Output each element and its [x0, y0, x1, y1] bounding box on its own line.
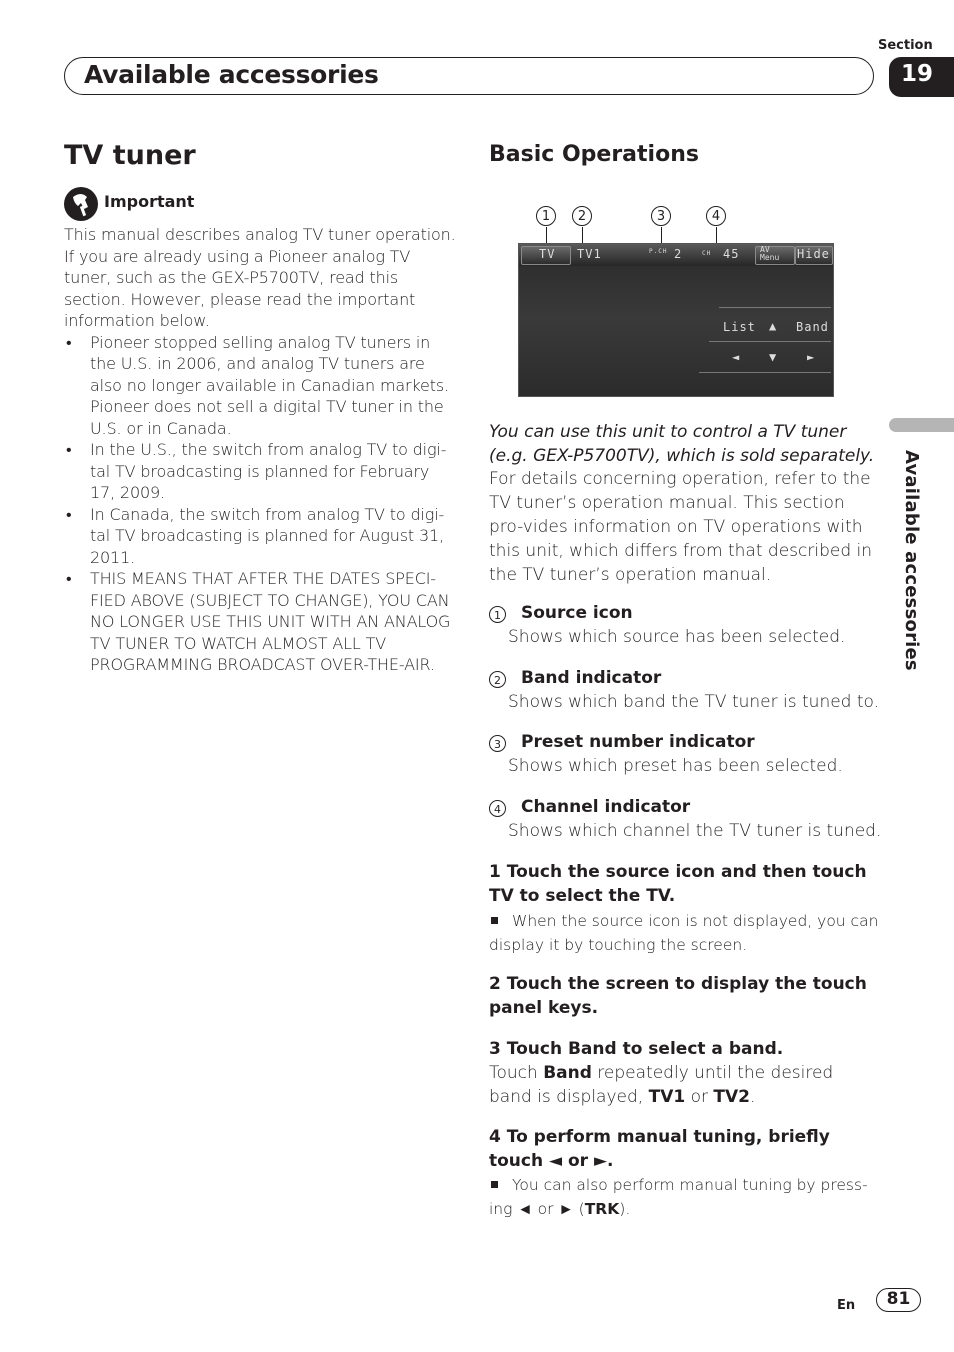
list-item: • In the U.S., the switch from analog TV to digi-tal TV broadcasting is planned for February 17, 2009.	[64, 439, 456, 504]
step-1-title: 1 Touch the source icon and then touch TV to select the TV.	[489, 862, 867, 906]
band-keyword: Band	[543, 1063, 592, 1083]
channel-number: 45	[723, 247, 740, 261]
text: or	[685, 1087, 714, 1107]
callout-4: 4	[706, 206, 726, 226]
right-key: ►	[807, 350, 816, 364]
step-4-note	[489, 1173, 879, 1221]
up-key: ▲	[769, 319, 778, 333]
list-item: • Pioneer stopped selling analog TV tuners in the U.S. in 2006, and analog TV tuners are also no longer available in Canadian markets. Pioneer does not sell a digital TV tuner in the U.S. or in Canada.	[64, 332, 456, 440]
tv1-keyword: TV1	[648, 1087, 686, 1107]
step-1-note	[489, 909, 879, 957]
item-number: 4	[489, 800, 506, 817]
down-key: ▼	[769, 350, 778, 364]
text: repeatedly until the desired band is displayed,	[489, 1063, 834, 1107]
item-desc: Shows which band the TV tuner is tuned to.	[508, 692, 880, 712]
channel-label: CH	[702, 250, 712, 257]
list-item: • In Canada, the switch from analog TV to digi-tal TV broadcasting is planned for August 31, 2011.	[64, 504, 456, 569]
step-3-body	[489, 1061, 879, 1109]
tv-tuner-screen-illustration	[518, 243, 834, 397]
important-label: Important	[104, 192, 195, 211]
preset-number: 2	[674, 247, 683, 261]
section-number-badge: 19	[889, 57, 954, 97]
page-number: 81	[876, 1288, 921, 1312]
item-number: 2	[489, 671, 506, 688]
step-2-title: 2 Touch the screen to display the touch panel keys.	[489, 974, 867, 1018]
item-number: 3	[489, 735, 506, 752]
item-desc: Shows which channel the TV tuner is tuned.	[508, 821, 882, 841]
list-key: List	[723, 320, 756, 334]
page-header-title: Available accessories	[84, 60, 379, 89]
intro-body: For details concerning operation, refer to the TV tuner’s operation manual. This section pro-vides information on TV operations with this unit, which differs from that described in the TV tuner’s operation manual.	[489, 469, 873, 585]
intro-italic: You can use this unit to control a TV tuner (e.g. GEX-P5700TV), which is sold separately.	[489, 422, 875, 466]
step-1-note-text: When the source icon is not displayed, you can display it by touching the screen.	[489, 912, 879, 954]
important-intro: This manual describes analog TV tuner operation. If you are already using a Pioneer analog TV tuner, such as the GEX-P5700TV, read this section. However, please read the important information below.	[64, 225, 456, 330]
callout-2: 2	[572, 206, 592, 226]
source-icon-text: TV	[539, 247, 556, 261]
tv-tuner-heading: TV tuner	[64, 140, 196, 171]
important-icon	[64, 187, 98, 221]
screen-divider	[709, 341, 831, 342]
callout-1: 1	[536, 206, 556, 226]
band-key: Band	[796, 320, 829, 334]
note-bullet-icon	[491, 1181, 498, 1188]
note-bullet-icon	[491, 917, 498, 924]
left-key: ◄	[732, 350, 741, 364]
item-desc: Shows which source has been selected.	[508, 627, 846, 647]
text: ).	[619, 1200, 631, 1218]
text: .	[749, 1087, 756, 1107]
text: You can also perform manual tuning by press-ing ◄ or ► (	[489, 1176, 868, 1218]
item-title: Source icon	[521, 603, 633, 623]
text: Touch	[489, 1063, 544, 1083]
preset-label: P.CH	[649, 248, 668, 255]
tv2-keyword: TV2	[713, 1087, 750, 1107]
screen-divider	[719, 307, 831, 308]
item-number: 1	[489, 606, 506, 623]
side-tab-marker	[889, 418, 954, 432]
band-indicator: TV1	[577, 247, 602, 261]
step-4-title: 4 To perform manual tuning, briefly touch ◄ or ►.	[489, 1127, 830, 1171]
item-title: Band indicator	[521, 668, 662, 688]
screen-divider	[699, 372, 831, 373]
basic-operations-heading: Basic Operations	[489, 142, 699, 167]
side-tab-label: Available accessories	[901, 450, 922, 671]
item-title: Preset number indicator	[521, 732, 755, 752]
trk-keyword: TRK	[584, 1200, 620, 1218]
list-item: • THIS MEANS THAT AFTER THE DATES SPECI-FIED ABOVE (SUBJECT TO CHANGE), YOU CAN NO LONGER USE THIS UNIT WITH AN ANALOG TV TUNER TO WATCH ALMOST ALL TV PROGRAMMING BROADCAST OVER-THE-AIR.	[64, 568, 456, 676]
callout-3: 3	[651, 206, 671, 226]
tv-tuner-body	[64, 224, 456, 676]
language-label: En	[837, 1298, 856, 1313]
step-3-title: 3 Touch Band to select a band.	[489, 1039, 784, 1059]
av-menu-text: AV Menu	[760, 245, 780, 262]
item-title: Channel indicator	[521, 797, 691, 817]
item-desc: Shows which preset has been selected.	[508, 756, 843, 776]
section-label: Section	[878, 38, 933, 53]
hide-text: Hide	[797, 247, 830, 261]
